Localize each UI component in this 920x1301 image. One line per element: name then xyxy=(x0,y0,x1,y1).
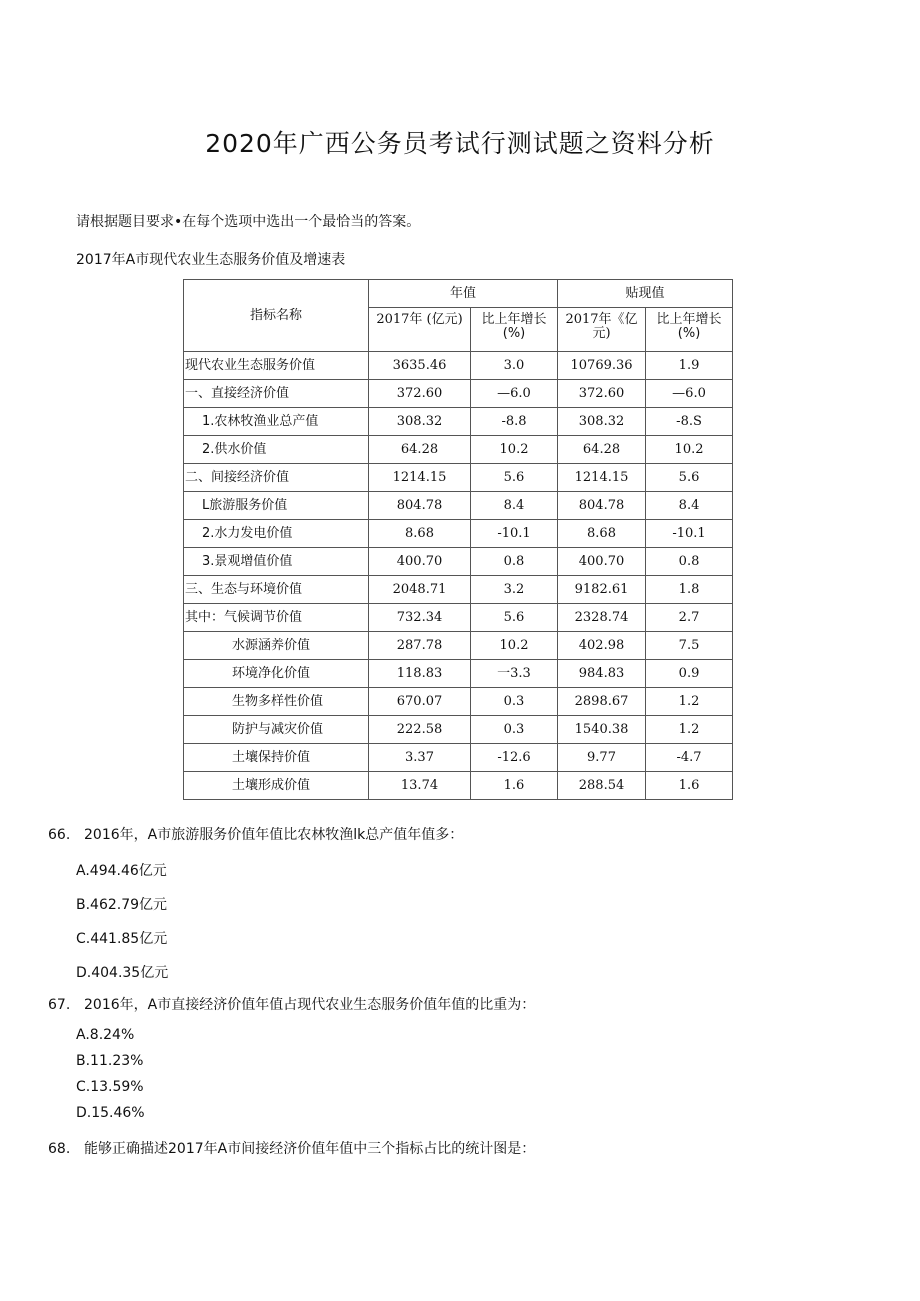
page-title: 2020年广西公务员考试行测试题之资料分析 xyxy=(205,129,715,158)
table-row: 一、直接经济价值 372.60 —6.0 372.60 —6.0 xyxy=(184,380,733,408)
option-b: B.462.79亿元 xyxy=(76,897,168,913)
option-b: B.11.23% xyxy=(76,1053,144,1069)
table-row: L旅游服务价值 804.78 8.4 804.78 8.4 xyxy=(184,492,733,520)
table-row: 土壤形成价值 13.74 1.6 288.54 1.6 xyxy=(184,772,733,800)
header-col1: 2017年 (亿元) xyxy=(369,308,471,352)
question-text: 2016年，A市旅游服务价值年值比农林牧渔lk总产值年值多： xyxy=(84,827,464,843)
option-c: C.441.85亿元 xyxy=(76,931,168,947)
table-row: 二、间接经济价值 1214.15 5.6 1214.15 5.6 xyxy=(184,464,733,492)
question-number: 66. xyxy=(48,827,71,843)
question-68 xyxy=(48,1138,535,1158)
header-col2: 比上年增长 (%) xyxy=(471,308,558,352)
option-c: C.13.59% xyxy=(76,1079,144,1095)
option-d: D.404.35亿元 xyxy=(76,965,169,981)
header-col4: 比上年增长 (%) xyxy=(646,308,733,352)
table-row: 现代农业生态服务价值 3635.46 3.0 10769.36 1.9 xyxy=(184,352,733,380)
question-66 xyxy=(48,824,463,844)
option-a: A.8.24% xyxy=(76,1027,135,1043)
table-caption: 2017年A市现代农业生态服务价值及增速表 xyxy=(76,252,346,268)
question-text: 2016年，A市直接经济价值年值占现代农业生态服务价值年值的比重为： xyxy=(84,997,536,1013)
table-row: 三、生态与环境价值 2048.71 3.2 9182.61 1.8 xyxy=(184,576,733,604)
question-number: 68. xyxy=(48,1141,71,1157)
data-table xyxy=(183,279,733,800)
table-row: 2.水力发电价值 8.68 -10.1 8.68 -10.1 xyxy=(184,520,733,548)
header-col3: 2017年《亿元) xyxy=(558,308,646,352)
instruction-text: 请根据题目要求•在每个选项中选出一个最恰当的答案。 xyxy=(76,214,421,230)
question-67 xyxy=(48,994,535,1014)
option-a: A.494.46亿元 xyxy=(76,863,167,879)
table-row: 环境净化价值 118.83 一3.3 984.83 0.9 xyxy=(184,660,733,688)
table-row: 土壤保持价值 3.37 -12.6 9.77 -4.7 xyxy=(184,744,733,772)
table-row: 水源涵养价值 287.78 10.2 402.98 7.5 xyxy=(184,632,733,660)
table-row: 其中：气候调节价值 732.34 5.6 2328.74 2.7 xyxy=(184,604,733,632)
header-discount-group: 贴现值 xyxy=(558,280,733,308)
table-row: 生物多样性价值 670.07 0.3 2898.67 1.2 xyxy=(184,688,733,716)
table-row: 3.景观增值价值 400.70 0.8 400.70 0.8 xyxy=(184,548,733,576)
option-d: D.15.46% xyxy=(76,1105,145,1121)
question-text: 能够正确描述2017年A市间接经济价值年值中三个指标占比的统计图是： xyxy=(84,1141,536,1157)
question-number: 67. xyxy=(48,997,71,1013)
header-indicator: 指标名称 xyxy=(184,280,369,352)
table-row: 防护与减灾价值 222.58 0.3 1540.38 1.2 xyxy=(184,716,733,744)
table-row: 2.供水价值 64.28 10.2 64.28 10.2 xyxy=(184,436,733,464)
header-year-group: 年值 xyxy=(369,280,558,308)
table-row: 1.农林牧渔业总产值 308.32 -8.8 308.32 -8.S xyxy=(184,408,733,436)
